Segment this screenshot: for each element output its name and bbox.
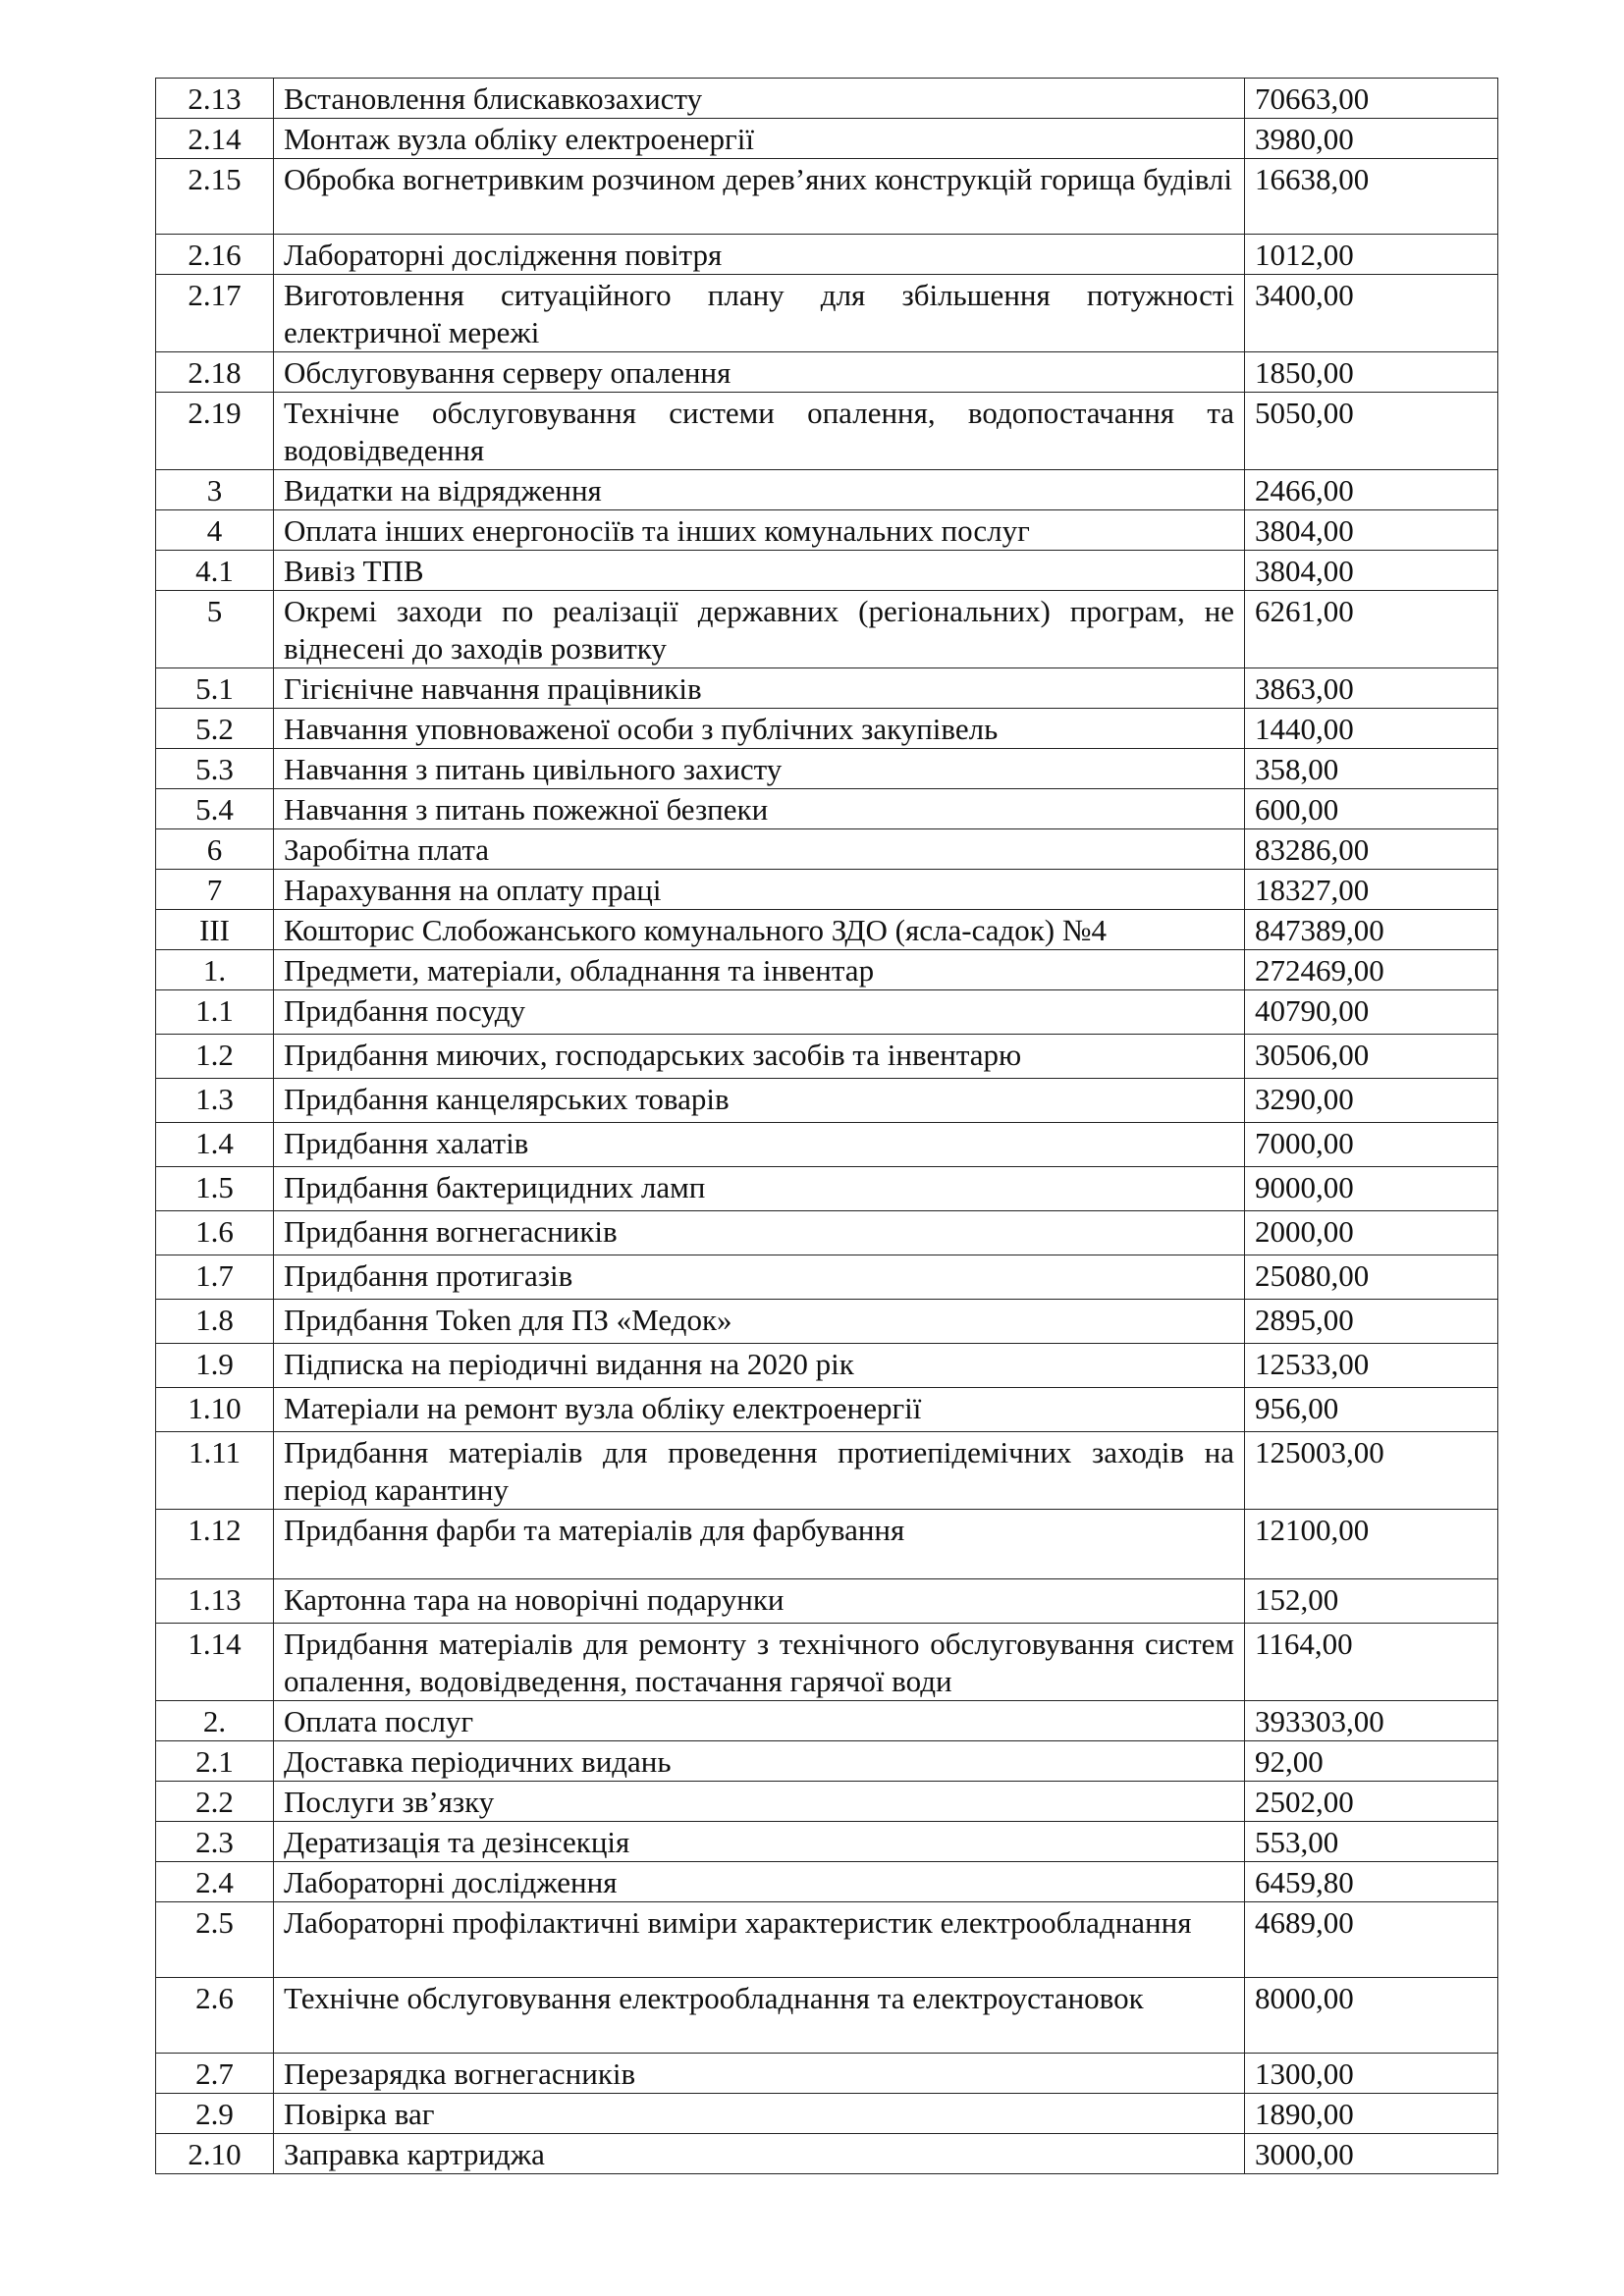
table-row	[156, 1902, 1498, 1978]
item-description: Навчання уповноваженої особи з публічних закупівель	[274, 709, 1245, 749]
table-row	[156, 352, 1498, 393]
item-number: 5.2	[156, 709, 274, 749]
item-description: Вивіз ТПВ	[274, 551, 1245, 591]
item-amount: 6459,80	[1245, 1862, 1498, 1902]
item-description: Доставка періодичних видань	[274, 1741, 1245, 1782]
table-row	[156, 1123, 1498, 1167]
table-row	[156, 235, 1498, 275]
item-number: 2.5	[156, 1902, 274, 1978]
item-amount: 358,00	[1245, 749, 1498, 789]
item-number: 1.11	[156, 1432, 274, 1510]
item-number: 2.17	[156, 275, 274, 352]
item-amount: 8000,00	[1245, 1978, 1498, 2054]
item-description: Нарахування на оплату праці	[274, 870, 1245, 910]
table-row	[156, 1701, 1498, 1741]
item-description: Заробітна плата	[274, 829, 1245, 870]
item-description: Виготовлення ситуаційного плану для збільшення потужності електричної мережі	[274, 275, 1245, 352]
item-amount: 83286,00	[1245, 829, 1498, 870]
item-description: Придбання халатів	[274, 1123, 1245, 1167]
item-number: 1.9	[156, 1344, 274, 1388]
item-amount: 3980,00	[1245, 119, 1498, 159]
table-row	[156, 551, 1498, 591]
item-description: Оплата послуг	[274, 1701, 1245, 1741]
item-amount: 3863,00	[1245, 668, 1498, 709]
table-row	[156, 668, 1498, 709]
item-number: 1.4	[156, 1123, 274, 1167]
table-row	[156, 119, 1498, 159]
item-number: 1.1	[156, 990, 274, 1035]
item-number: 1.8	[156, 1300, 274, 1344]
item-amount: 600,00	[1245, 789, 1498, 829]
item-description: Придбання бактерицидних ламп	[274, 1167, 1245, 1211]
item-description: Окремі заходи по реалізації державних (регіональних) програм, не віднесені до заходів розвитку	[274, 591, 1245, 668]
item-description: Заправка картриджа	[274, 2134, 1245, 2174]
item-amount: 1890,00	[1245, 2094, 1498, 2134]
item-number: 1.5	[156, 1167, 274, 1211]
item-number: 2.4	[156, 1862, 274, 1902]
table-row	[156, 1862, 1498, 1902]
item-description: Дератизація та дезінсекція	[274, 1822, 1245, 1862]
item-amount: 92,00	[1245, 1741, 1498, 1782]
item-description: Повірка ваг	[274, 2094, 1245, 2134]
table-row	[156, 1624, 1498, 1701]
item-description: Матеріали на ремонт вузла обліку електроенергії	[274, 1388, 1245, 1432]
item-number: 2.9	[156, 2094, 274, 2134]
item-amount: 2502,00	[1245, 1782, 1498, 1822]
item-number: 2.14	[156, 119, 274, 159]
item-amount: 6261,00	[1245, 591, 1498, 668]
item-number: ІІІ	[156, 910, 274, 950]
table-row	[156, 990, 1498, 1035]
table-row	[156, 1211, 1498, 1255]
table-row	[156, 159, 1498, 235]
item-amount: 7000,00	[1245, 1123, 1498, 1167]
item-description: Придбання посуду	[274, 990, 1245, 1035]
item-number: 1.3	[156, 1079, 274, 1123]
item-description: Видатки на відрядження	[274, 470, 1245, 510]
item-number: 5.1	[156, 668, 274, 709]
item-description: Кошторис Слобожанського комунального ЗДО (ясла-садок) №4	[274, 910, 1245, 950]
item-number: 2.19	[156, 393, 274, 470]
item-amount: 30506,00	[1245, 1035, 1498, 1079]
table-row	[156, 2054, 1498, 2094]
table-row	[156, 1079, 1498, 1123]
table-row	[156, 1255, 1498, 1300]
item-number: 2.6	[156, 1978, 274, 2054]
item-amount: 9000,00	[1245, 1167, 1498, 1211]
item-description: Технічне обслуговування системи опалення, водопостачання та водовідведення	[274, 393, 1245, 470]
item-amount: 272469,00	[1245, 950, 1498, 990]
item-amount: 3000,00	[1245, 2134, 1498, 2174]
item-amount: 2895,00	[1245, 1300, 1498, 1344]
item-amount: 18327,00	[1245, 870, 1498, 910]
table-row	[156, 1035, 1498, 1079]
item-number: 2.13	[156, 79, 274, 119]
item-number: 1.2	[156, 1035, 274, 1079]
item-description: Придбання матеріалів для ремонту з технічного обслуговування систем опалення, водовідведення, постачання гарячої води	[274, 1624, 1245, 1701]
item-amount: 152,00	[1245, 1579, 1498, 1624]
item-description: Навчання з питань цивільного захисту	[274, 749, 1245, 789]
item-description: Навчання з питань пожежної безпеки	[274, 789, 1245, 829]
item-amount: 1164,00	[1245, 1624, 1498, 1701]
table-row	[156, 1510, 1498, 1579]
item-description: Технічне обслуговування електрообладнання та електроустановок	[274, 1978, 1245, 2054]
item-number: 7	[156, 870, 274, 910]
item-number: 5.4	[156, 789, 274, 829]
item-number: 2.15	[156, 159, 274, 235]
table-row	[156, 910, 1498, 950]
item-description: Обробка вогнетривким розчином дерев’яних конструкцій горища будівлі	[274, 159, 1245, 235]
table-row	[156, 510, 1498, 551]
item-amount: 2000,00	[1245, 1211, 1498, 1255]
table-row	[156, 1579, 1498, 1624]
table-row	[156, 1822, 1498, 1862]
table-row	[156, 2134, 1498, 2174]
item-description: Гігієнічне навчання працівників	[274, 668, 1245, 709]
item-amount: 393303,00	[1245, 1701, 1498, 1741]
table-row	[156, 1388, 1498, 1432]
table-row	[156, 275, 1498, 352]
item-amount: 5050,00	[1245, 393, 1498, 470]
table-row	[156, 1978, 1498, 2054]
item-amount: 956,00	[1245, 1388, 1498, 1432]
item-description: Придбання вогнегасників	[274, 1211, 1245, 1255]
item-description: Придбання матеріалів для проведення протиепідемічних заходів на період карантину	[274, 1432, 1245, 1510]
item-amount: 847389,00	[1245, 910, 1498, 950]
table-row	[156, 789, 1498, 829]
item-description: Встановлення блискавкозахисту	[274, 79, 1245, 119]
table-row	[156, 393, 1498, 470]
table-row	[156, 829, 1498, 870]
item-description: Придбання протигазів	[274, 1255, 1245, 1300]
item-description: Придбання Token для ПЗ «Медок»	[274, 1300, 1245, 1344]
item-description: Предмети, матеріали, обладнання та інвентар	[274, 950, 1245, 990]
item-number: 2.10	[156, 2134, 274, 2174]
item-number: 1.12	[156, 1510, 274, 1579]
item-amount: 70663,00	[1245, 79, 1498, 119]
item-number: 4.1	[156, 551, 274, 591]
item-number: 1.13	[156, 1579, 274, 1624]
item-amount: 1440,00	[1245, 709, 1498, 749]
table-row	[156, 1741, 1498, 1782]
item-amount: 16638,00	[1245, 159, 1498, 235]
table-row	[156, 2094, 1498, 2134]
item-number: 1.	[156, 950, 274, 990]
item-description: Придбання фарби та матеріалів для фарбування	[274, 1510, 1245, 1579]
item-amount: 3400,00	[1245, 275, 1498, 352]
item-description: Монтаж вузла обліку електроенергії	[274, 119, 1245, 159]
item-amount: 3804,00	[1245, 510, 1498, 551]
table-row	[156, 1300, 1498, 1344]
item-amount: 25080,00	[1245, 1255, 1498, 1300]
item-description: Придбання канцелярських товарів	[274, 1079, 1245, 1123]
item-amount: 12100,00	[1245, 1510, 1498, 1579]
item-description: Придбання миючих, господарських засобів та інвентарю	[274, 1035, 1245, 1079]
item-amount: 1850,00	[1245, 352, 1498, 393]
table-row	[156, 470, 1498, 510]
item-amount: 4689,00	[1245, 1902, 1498, 1978]
table-row	[156, 749, 1498, 789]
item-amount: 553,00	[1245, 1822, 1498, 1862]
table-row	[156, 1782, 1498, 1822]
item-number: 2.18	[156, 352, 274, 393]
item-description: Лабораторні профілактичні виміри характеристик електрообладнання	[274, 1902, 1245, 1978]
item-amount: 1300,00	[1245, 2054, 1498, 2094]
item-amount: 12533,00	[1245, 1344, 1498, 1388]
budget-table-body	[156, 79, 1498, 2174]
item-number: 5.3	[156, 749, 274, 789]
item-description: Перезарядка вогнегасників	[274, 2054, 1245, 2094]
table-row	[156, 591, 1498, 668]
item-number: 2.3	[156, 1822, 274, 1862]
item-number: 1.6	[156, 1211, 274, 1255]
item-description: Лабораторні дослідження повітря	[274, 235, 1245, 275]
budget-table	[155, 78, 1498, 2174]
item-description: Послуги зв’язку	[274, 1782, 1245, 1822]
item-amount: 40790,00	[1245, 990, 1498, 1035]
item-amount: 3290,00	[1245, 1079, 1498, 1123]
item-number: 2.16	[156, 235, 274, 275]
item-number: 6	[156, 829, 274, 870]
item-amount: 125003,00	[1245, 1432, 1498, 1510]
item-number: 1.14	[156, 1624, 274, 1701]
table-row	[156, 1344, 1498, 1388]
item-amount: 3804,00	[1245, 551, 1498, 591]
table-row	[156, 709, 1498, 749]
table-row	[156, 1432, 1498, 1510]
item-number: 2.2	[156, 1782, 274, 1822]
item-description: Обслуговування серверу опалення	[274, 352, 1245, 393]
item-number: 3	[156, 470, 274, 510]
item-amount: 2466,00	[1245, 470, 1498, 510]
item-amount: 1012,00	[1245, 235, 1498, 275]
item-number: 4	[156, 510, 274, 551]
item-description: Оплата інших енергоносіїв та інших комунальних послуг	[274, 510, 1245, 551]
item-description: Картонна тара на новорічні подарунки	[274, 1579, 1245, 1624]
table-row	[156, 1167, 1498, 1211]
item-number: 1.7	[156, 1255, 274, 1300]
item-description: Лабораторні дослідження	[274, 1862, 1245, 1902]
item-number: 2.	[156, 1701, 274, 1741]
item-number: 2.7	[156, 2054, 274, 2094]
table-row	[156, 79, 1498, 119]
item-number: 1.10	[156, 1388, 274, 1432]
item-number: 5	[156, 591, 274, 668]
item-number: 2.1	[156, 1741, 274, 1782]
table-row	[156, 950, 1498, 990]
table-row	[156, 870, 1498, 910]
item-description: Підписка на періодичні видання на 2020 рік	[274, 1344, 1245, 1388]
